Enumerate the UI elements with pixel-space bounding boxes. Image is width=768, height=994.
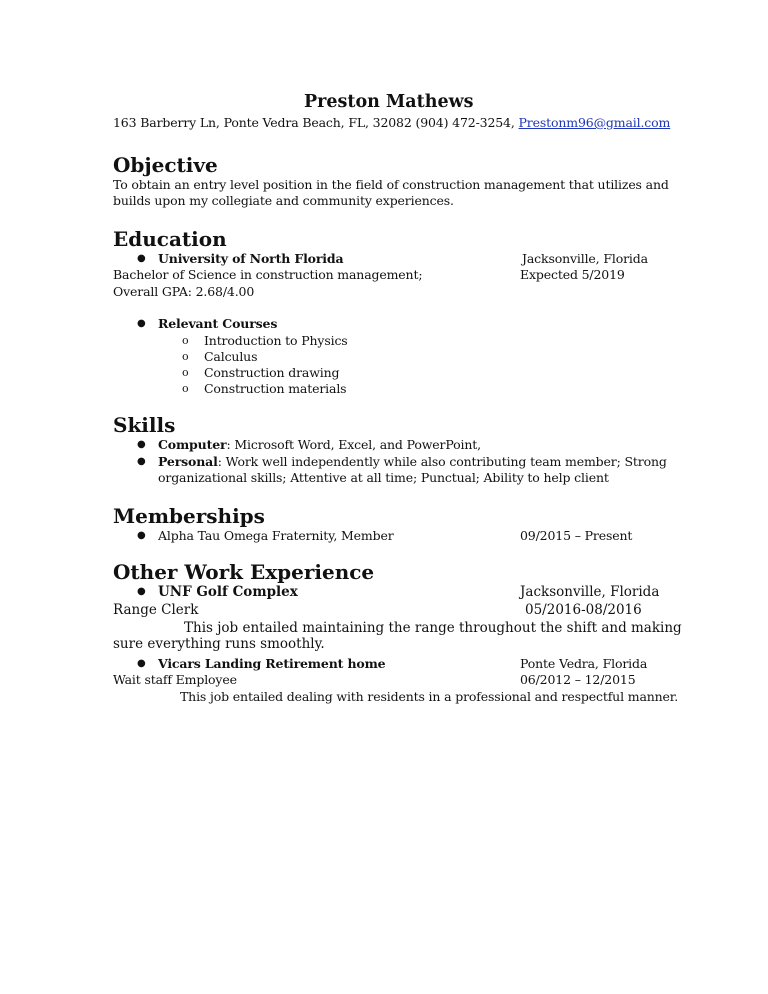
school-name: University of North Florida [158, 251, 344, 266]
bullet-icon: ● [137, 658, 146, 669]
skill-computer-label: Computer [158, 437, 227, 452]
skill-personal-continued: organizational skills; Attentive at all time; Punctual; Ability to help client [158, 470, 609, 485]
membership-dates: 09/2015 – Present [520, 528, 633, 543]
job-description-line-1: This job entailed dealing with residents in a professional and respectful manner. [180, 689, 679, 704]
email-link[interactable]: Prestonm96@gmail.com [518, 115, 671, 130]
course-item: Introduction to Physics [204, 333, 348, 348]
degree: Bachelor of Science in construction management; [113, 267, 423, 282]
work-heading: Other Work Experience [113, 560, 375, 584]
bullet-icon: ● [137, 586, 146, 597]
objective-text-line-1: To obtain an entry level position in the field of construction management that utilizes and [113, 177, 669, 192]
objective-text-line-2: builds upon my collegiate and community experiences. [113, 193, 454, 208]
objective-heading: Objective [113, 153, 218, 177]
memberships-heading: Memberships [113, 504, 265, 528]
job-employer: UNF Golf Complex [158, 584, 298, 600]
resume-name: Preston Mathews [304, 92, 474, 112]
job-location: Ponte Vedra, Florida [520, 656, 648, 671]
sub-bullet-icon: o [182, 366, 189, 379]
job-location: Jacksonville, Florida [520, 584, 660, 600]
skill-personal-text: : Work well independently while also contributing team member; Strong [217, 454, 667, 469]
education-heading: Education [113, 227, 227, 251]
sub-bullet-icon: o [182, 382, 189, 395]
job-dates: 05/2016-08/2016 [525, 602, 642, 618]
bullet-icon: ● [137, 530, 146, 541]
school-location: Jacksonville, Florida [522, 251, 648, 266]
sub-bullet-icon: o [182, 334, 189, 347]
job-employer: Vicars Landing Retirement home [158, 656, 386, 671]
job-title: Wait staff Employee [113, 672, 237, 687]
job-description-line-2: sure everything runs smoothly. [113, 636, 325, 652]
sub-bullet-icon: o [182, 350, 189, 363]
skill-computer-text: : Microsoft Word, Excel, and PowerPoint, [226, 437, 481, 452]
skill-personal [158, 454, 667, 470]
bullet-icon: ● [137, 456, 146, 467]
course-item: Construction drawing [204, 365, 340, 380]
contact-info: 163 Barberry Ln, Ponte Vedra Beach, FL, 32082 (904) 472-3254, [113, 115, 519, 130]
courses-label: Relevant Courses [158, 316, 278, 331]
gpa: Overall GPA: 2.68/4.00 [113, 284, 255, 299]
skill-personal-label: Personal [158, 454, 218, 469]
course-item: Calculus [204, 349, 258, 364]
job-title: Range Clerk [113, 602, 199, 618]
course-item: Construction materials [204, 381, 347, 396]
bullet-icon: ● [137, 318, 146, 329]
job-dates: 06/2012 – 12/2015 [520, 672, 636, 687]
bullet-icon: ● [137, 253, 146, 264]
membership-item: Alpha Tau Omega Fraternity, Member [158, 528, 394, 543]
contact-line [113, 115, 670, 131]
skill-computer [158, 437, 481, 453]
job-description-line-1: This job entailed maintaining the range throughout the shift and making [184, 620, 682, 636]
bullet-icon: ● [137, 439, 146, 450]
skills-heading: Skills [113, 413, 176, 437]
expected-graduation: Expected 5/2019 [520, 267, 625, 282]
